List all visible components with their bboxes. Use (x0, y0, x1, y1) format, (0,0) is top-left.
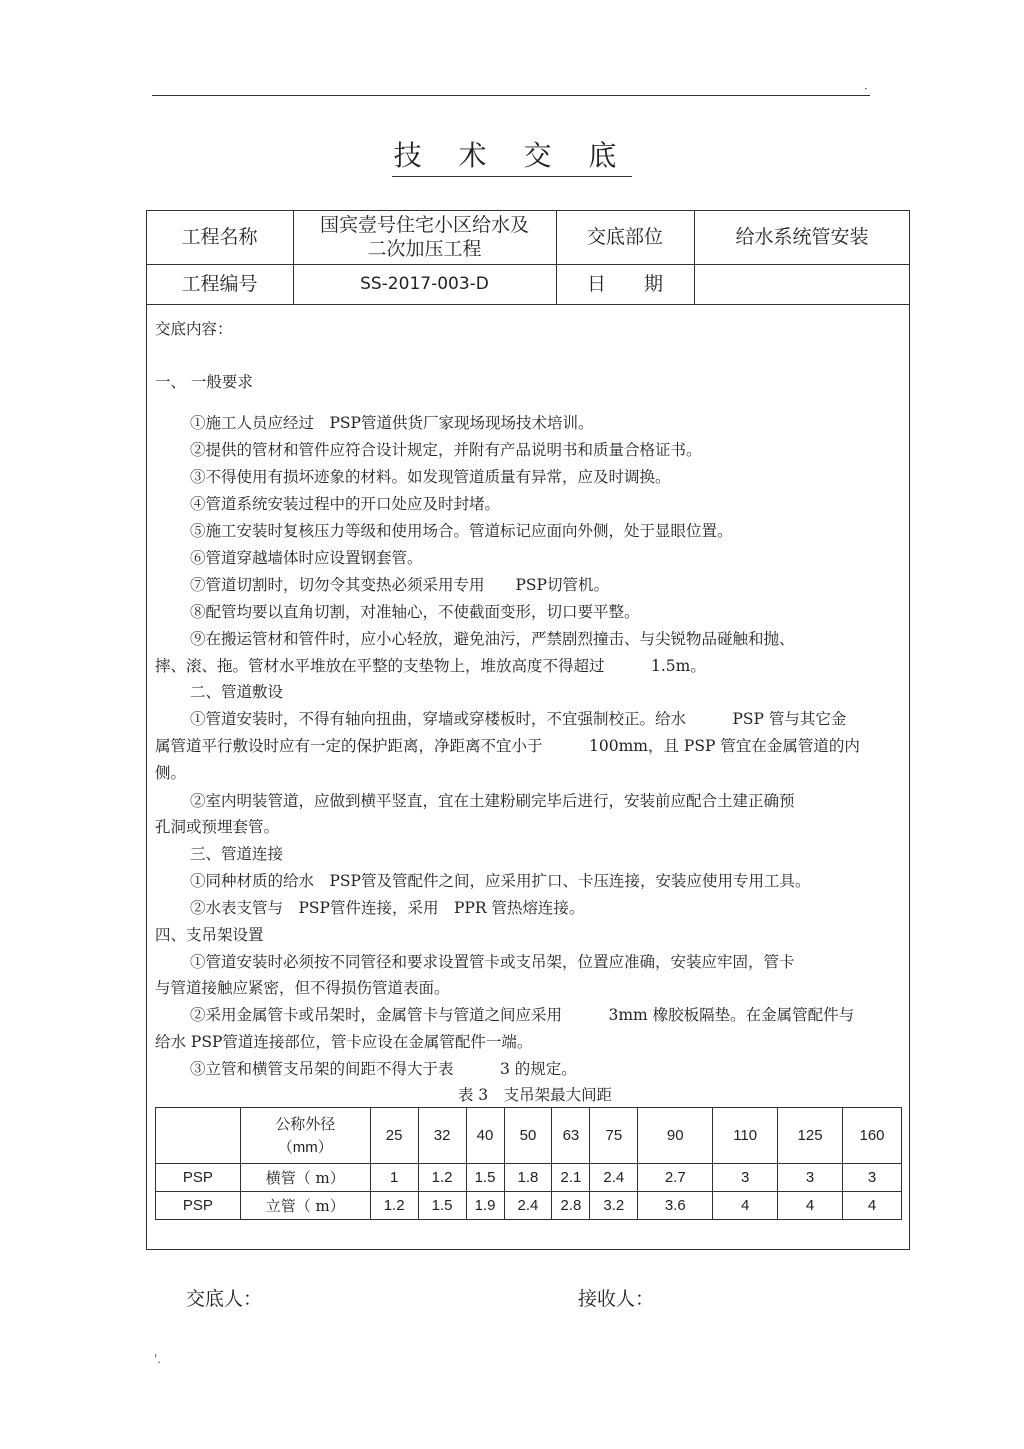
value-cell: 4 (713, 1192, 778, 1220)
connection-item-1: ①同种材质的给水 PSP管及管配件之间，应采用扩口、卡压连接，安装应使用专用工具。 (190, 872, 811, 890)
date-value (694, 264, 910, 304)
value-cell: 2.7 (638, 1164, 713, 1192)
corner-mark: · (864, 82, 868, 96)
diameter-cell: 90 (638, 1108, 713, 1164)
header-bottom-divider (146, 304, 910, 305)
table-row (156, 1192, 902, 1220)
section-supports: 四、支吊架设置 (155, 926, 264, 944)
project-no-label: 工程编号 (181, 273, 258, 295)
value-cell: 1 (370, 1164, 418, 1192)
value-cell: 1.5 (466, 1164, 504, 1192)
laying-item-1-line1: ①管道安装时，不得有轴向扭曲，穿墙或穿楼板时，不宜强制校正。给水 PSP 管与其它金 (190, 710, 847, 728)
value-cell: 3.6 (638, 1192, 713, 1220)
value-cell: 1.8 (504, 1164, 552, 1192)
value-cell: 1.2 (370, 1192, 418, 1220)
table-row (156, 1164, 902, 1192)
diameter-cell: 125 (778, 1108, 843, 1164)
giver-label: 交底人： (186, 1288, 263, 1310)
table-header-diameter-line2: （mm） (277, 1138, 333, 1156)
diameter-cell: 40 (466, 1108, 504, 1164)
general-item-6: ⑥管道穿越墙体时应设置钢套管。 (190, 549, 423, 567)
supports-item-3: ③立管和横管支吊架的间距不得大于表 3 的规定。 (190, 1060, 577, 1078)
section-general: 一、 一般要求 (155, 373, 253, 391)
footer-mark: '. (154, 1352, 162, 1366)
general-item-8: ⑧配管均要以直角切割，对准轴心，不使截面变形，切口要平整。 (190, 603, 640, 621)
section-connection: 三、管道连接 (190, 845, 284, 863)
part-label: 交底部位 (586, 226, 663, 248)
value-cell: 1.2 (418, 1164, 466, 1192)
supports-item-1-line2: 与管道接触应紧密，但不得损伤管道表面。 (155, 979, 450, 997)
general-item-9-line2: 摔、滚、拖。管材水平堆放在平整的支垫物上，堆放高度不得超过 1.5m。 (155, 657, 706, 675)
general-item-2: ②提供的管材和管件应符合设计规定，并附有产品说明书和质量合格证书。 (190, 441, 702, 459)
material-cell: PSP (156, 1164, 241, 1192)
header-rule (152, 95, 870, 96)
table-header-diameter (240, 1108, 370, 1164)
diameter-cell: 110 (713, 1108, 778, 1164)
diameter-cell: 63 (552, 1108, 590, 1164)
value-cell: 1.5 (418, 1192, 466, 1220)
value-cell: 1.9 (466, 1192, 504, 1220)
general-item-3: ③不得使用有损坏迹象的材料。如发现管道质量有异常，应及时调换。 (190, 468, 671, 486)
receiver-label: 接收人： (578, 1288, 655, 1310)
supports-item-2-line2: 给水 PSP管道连接部位，管卡应设在金属管配件一端。 (155, 1033, 533, 1051)
content-label: 交底内容： (155, 320, 233, 338)
page-title-text: 技 术 交 底 (392, 139, 633, 177)
pipe-type-cell: 立管（ m） (240, 1192, 370, 1220)
project-no-value: SS-2017-003-D (360, 274, 489, 294)
table-header-blank (156, 1108, 241, 1164)
general-item-5: ⑤施工安装时复核压力等级和使用场合。管道标记应面向外侧，处于显眼位置。 (190, 522, 733, 540)
supports-item-2-line1: ②采用金属管卡或吊架时，金属管卡与管道之间应采用 3mm 橡胶板隔垫。在金属管配件与 (190, 1006, 855, 1024)
value-cell: 3 (713, 1164, 778, 1192)
value-cell: 4 (843, 1192, 902, 1220)
connection-item-2: ②水表支管与 PSP管件连接，采用 PPR 管热熔连接。 (190, 899, 585, 917)
laying-item-1-line3: 侧。 (155, 764, 187, 782)
table-header-diameter-line1: 公称外径 (275, 1114, 336, 1133)
part-value: 给水系统管安装 (735, 226, 869, 248)
general-item-7: ⑦管道切割时，切勿令其变热必须采用专用 PSP切管机。 (190, 576, 609, 594)
value-cell: 2.4 (590, 1164, 638, 1192)
general-item-4: ④管道系统安装过程中的开口处应及时封堵。 (190, 495, 501, 513)
value-cell: 3.2 (590, 1192, 638, 1220)
value-cell: 2.1 (552, 1164, 590, 1192)
pipe-type-cell: 横管（ m） (240, 1164, 370, 1192)
value-cell: 3 (778, 1164, 843, 1192)
spec-table-caption: 表 3 支吊架最大间距 (457, 1086, 613, 1104)
spacing-table (155, 1107, 902, 1220)
value-cell: 4 (778, 1192, 843, 1220)
value-cell: 2.8 (552, 1192, 590, 1220)
date-label: 日 期 (586, 273, 663, 295)
value-cell: 2.4 (504, 1192, 552, 1220)
diameter-cell: 75 (590, 1108, 638, 1164)
diameter-cell: 32 (418, 1108, 466, 1164)
table-header-row (156, 1108, 902, 1164)
laying-item-2-line2: 孔洞或预埋套管。 (155, 818, 280, 836)
laying-item-1-line2: 属管道平行敷设时应有一定的保护距离，净距离不宜小于 100mm，且 PSP 管宜在金属管道的内 (155, 737, 860, 755)
value-cell: 3 (843, 1164, 902, 1192)
project-name-line2: 二次加压工程 (367, 238, 482, 260)
diameter-cell: 160 (843, 1108, 902, 1164)
diameter-cell: 25 (370, 1108, 418, 1164)
section-laying: 二、管道敷设 (190, 683, 284, 701)
page-title (0, 134, 1024, 174)
project-name-line1: 国宾壹号住宅小区给水及 (319, 214, 529, 236)
diameter-cell: 50 (504, 1108, 552, 1164)
general-item-1: ①施工人员应经过 PSP管道供货厂家现场现场技术培训。 (190, 414, 594, 432)
general-item-9-line1: ⑨在搬运管材和管件时，应小心轻放，避免油污，严禁剧烈撞击、与尖锐物品碰触和抛、 (190, 630, 795, 648)
laying-item-2-line1: ②室内明装管道，应做到横平竖直，宜在土建粉刷完毕后进行，安装前应配合土建正确预 (190, 792, 795, 810)
project-name-value (293, 210, 556, 264)
material-cell: PSP (156, 1192, 241, 1220)
project-name-label: 工程名称 (181, 226, 258, 248)
supports-item-1-line1: ①管道安装时必须按不同管径和要求设置管卡或支吊架，位置应准确，安装应牢固，管卡 (190, 953, 795, 971)
